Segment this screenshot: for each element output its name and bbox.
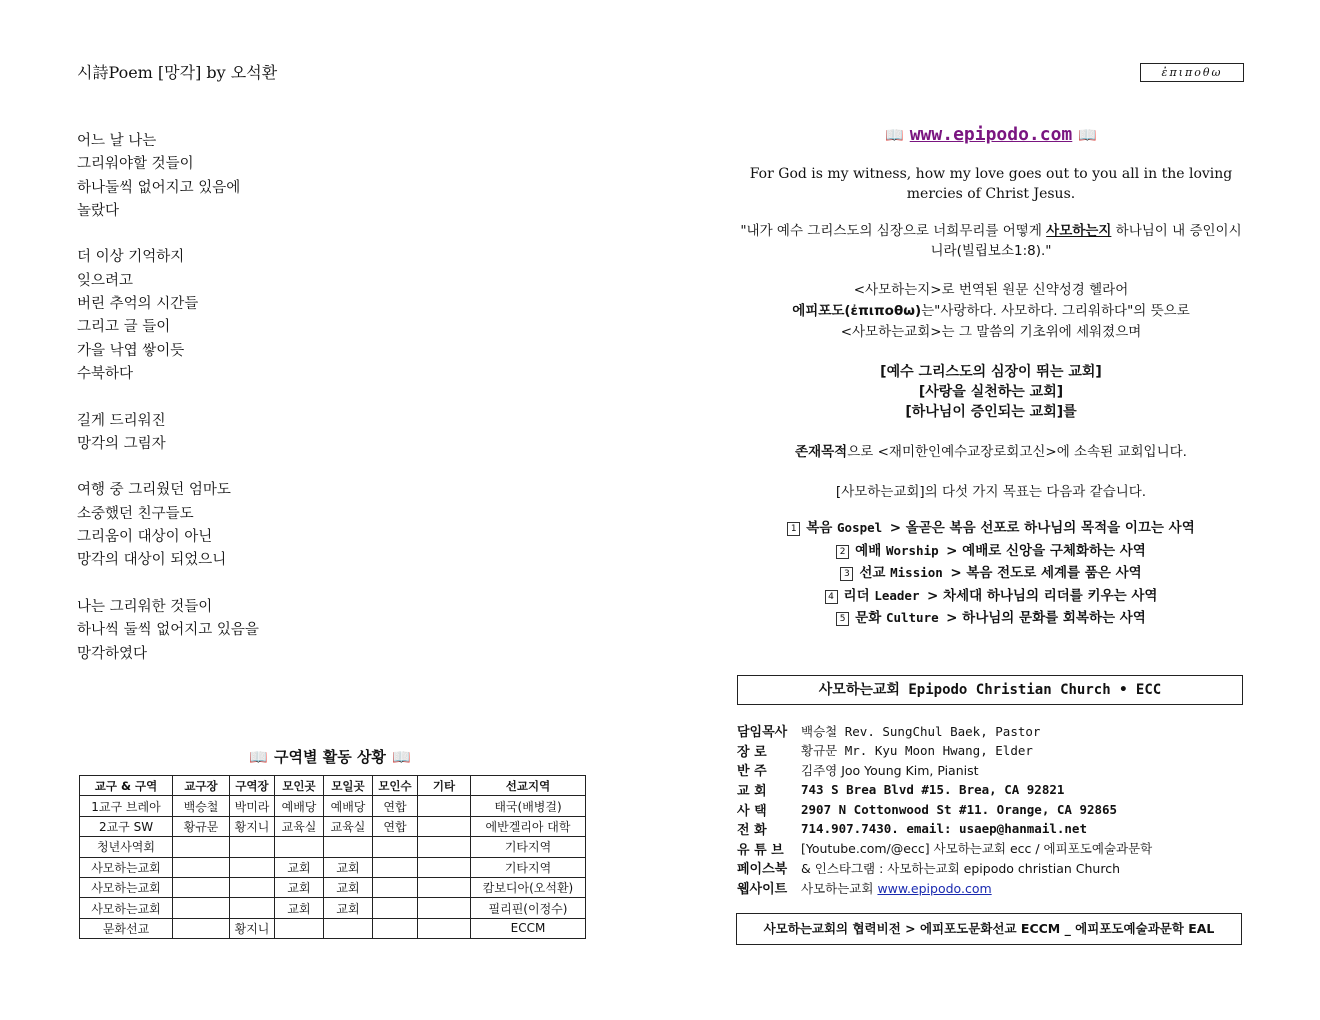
goals-heading: [사모하는교회]의 다섯 가지 목표는 다음과 같습니다. xyxy=(835,484,1147,500)
book-icon: 📖 xyxy=(885,126,904,144)
table-cell xyxy=(373,898,418,918)
table-cell xyxy=(418,796,471,816)
table-cell: 교육실 xyxy=(275,816,324,836)
table-row xyxy=(80,898,586,918)
goal-number: 3 xyxy=(840,567,853,581)
table-cell: 기타지역 xyxy=(471,857,586,877)
info-row xyxy=(737,878,1152,898)
website-link[interactable]: www.epipodo.com xyxy=(909,124,1073,145)
info-value: 743 S Brea Blvd #15. Brea, CA 92821 xyxy=(801,782,1065,798)
table-header: 모인수 xyxy=(373,776,418,796)
table-cell: 사모하는교회 xyxy=(80,898,173,918)
table-header: 교구 & 구역 xyxy=(80,776,173,796)
vision-banner: 사모하는교회의 협력비전 > 에피포도문화선교 ECCM _ 에피포도예술과문학 EAL xyxy=(736,913,1242,945)
info-value: 2907 N Cottonwood St #11. Orange, CA 92865 xyxy=(801,801,1118,817)
table-cell xyxy=(418,877,471,897)
table-cell xyxy=(418,857,471,877)
info-row xyxy=(737,858,1152,878)
table-cell: 기타지역 xyxy=(471,837,586,857)
table-cell: 필리핀(이정수) xyxy=(471,898,586,918)
church-mottos xyxy=(740,362,1242,422)
motto-line: [사랑을 실천하는 교회] xyxy=(918,384,1064,400)
info-label: 담임목사 xyxy=(737,725,788,741)
table-cell: 교회 xyxy=(275,857,324,877)
poem-line: 더 이상 기억하지 xyxy=(77,249,185,266)
table-cell: 캄보디아(오석환) xyxy=(471,877,586,897)
purpose-text: 존재목적으로 <재미한인예수교장로회고신>에 소속된 교회입니다. xyxy=(795,444,1187,460)
verse-korean: "내가 예수 그리스도의 심장으로 너희무리를 어떻게 사모하는지 하나님이 내 증인이시니라(빌립보소1:8)." xyxy=(740,223,1242,259)
goal-number: 5 xyxy=(836,612,849,626)
intro-text: <사모하는지>로 번역된 원문 신약성경 헬라어 에피포도(ἐπιποθω)는"사랑하다. 사모하다. 그리워하다"의 뜻으로 <사모하는교회>는 그 말씀의 기초위에 세워졌으며 xyxy=(792,282,1190,340)
table-cell xyxy=(275,837,324,857)
book-icon: 📖 xyxy=(249,748,269,766)
table-cell: 문화선교 xyxy=(80,918,173,938)
goal-item: 1 복음 Gospel > 올곧은 복음 선포로 하나님의 목적을 이끄는 사역 xyxy=(740,517,1242,540)
table-cell: 황지니 xyxy=(230,918,275,938)
motto-line: [예수 그리스도의 심장이 뛰는 교회] xyxy=(880,364,1102,380)
info-row xyxy=(737,721,1152,741)
table-cell: 예배당 xyxy=(324,796,373,816)
goal-item: 2 예배 Worship > 예배로 신앙을 구체화하는 사역 xyxy=(740,540,1242,563)
table-row xyxy=(80,837,586,857)
info-row xyxy=(737,741,1152,761)
info-label: 전 화 xyxy=(737,823,767,839)
poem-line: 소중했던 친구들도 xyxy=(77,505,194,522)
table-row xyxy=(80,816,586,836)
table-cell: 에반겔리아 대학 xyxy=(471,816,586,836)
table-cell: 황지니 xyxy=(230,816,275,836)
poem-line: 그리워야할 것들이 xyxy=(77,156,194,173)
info-label: 교 회 xyxy=(737,784,767,800)
table-cell: 연합 xyxy=(373,816,418,836)
table-header: 교구장 xyxy=(173,776,230,796)
poem-line: 버린 추억의 시간들 xyxy=(77,296,199,313)
table-cell xyxy=(230,898,275,918)
table-cell xyxy=(324,837,373,857)
info-value: [Youtube.com/@ecc] 사모하는교회 ecc / 에피포도예술과문학 xyxy=(801,841,1153,857)
motto-line: [하나님이 증인되는 교회]를 xyxy=(905,404,1077,420)
website-heading xyxy=(740,124,1242,145)
table-cell xyxy=(173,877,230,897)
table-header: 선교지역 xyxy=(471,776,586,796)
info-value: & 인스타그램 : 사모하는교회 epipodo christian Church xyxy=(801,860,1120,876)
table-cell xyxy=(230,857,275,877)
poem-line: 망각하였다 xyxy=(77,645,148,662)
table-cell: 예배당 xyxy=(275,796,324,816)
table-cell xyxy=(324,918,373,938)
table-cell: 박미라 xyxy=(230,796,275,816)
table-cell xyxy=(173,857,230,877)
table-cell: 교회 xyxy=(324,898,373,918)
table-cell: ECCM xyxy=(471,918,586,938)
table-cell: 교회 xyxy=(324,877,373,897)
table-row xyxy=(80,918,586,938)
table-row xyxy=(80,857,586,877)
church-name-banner: 사모하는교회 Epipodo Christian Church • ECC xyxy=(737,675,1243,705)
table-cell: 황규문 xyxy=(173,816,230,836)
poem-line: 어느 날 나는 xyxy=(77,133,157,149)
goal-number: 1 xyxy=(787,522,800,536)
table-cell xyxy=(418,837,471,857)
info-value: 백승철 Rev. SungChul Baek, Pastor xyxy=(801,723,1041,739)
poem-line: 하나씩 둘씩 없어지고 있음을 xyxy=(77,622,259,639)
info-value: 김주영 Joo Young Kim, Pianist xyxy=(801,762,979,778)
poem-line: 망각의 대상이 되었으니 xyxy=(77,552,227,569)
table-cell xyxy=(373,857,418,877)
goals-list xyxy=(740,517,1242,630)
table-cell xyxy=(230,837,275,857)
table-cell: 태국(배병걸) xyxy=(471,796,586,816)
info-row xyxy=(737,780,1152,800)
activity-title: 📖 구역별 활동 상황 📖 xyxy=(249,748,411,766)
info-row xyxy=(737,839,1152,859)
info-label: 반 주 xyxy=(737,764,767,780)
table-cell xyxy=(373,918,418,938)
goal-item: 5 문화 Culture > 하나님의 문화를 회복하는 사역 xyxy=(740,607,1242,630)
table-cell: 교회 xyxy=(275,898,324,918)
website-link[interactable]: www.epipodo.com xyxy=(877,880,992,896)
table-cell: 교육실 xyxy=(324,816,373,836)
table-cell: 교회 xyxy=(324,857,373,877)
table-row xyxy=(80,796,586,816)
info-value: 714.907.7430. email: usaep@hanmail.net xyxy=(801,821,1087,837)
poem-line: 하나둘씩 없어지고 있음에 xyxy=(77,179,241,196)
poem-line: 잊으려고 xyxy=(77,272,134,289)
goal-number: 2 xyxy=(836,545,849,559)
book-icon: 📖 xyxy=(1078,126,1097,144)
verse-english: For God is my witness, how my love goes out to you all in the loving mercies of Christ Jesus. xyxy=(749,166,1233,202)
poem-line: 나는 그리워한 것들이 xyxy=(77,598,213,615)
verse-highlight: 사모하는지 xyxy=(1046,223,1112,239)
info-row xyxy=(737,799,1152,819)
info-label: 페이스북 xyxy=(737,862,788,878)
goal-number: 4 xyxy=(825,590,838,604)
poem-line: 가을 낙엽 쌓이듯 xyxy=(77,342,185,359)
goal-item: 4 리더 Leader > 차세대 하나님의 리더를 키우는 사역 xyxy=(740,585,1242,608)
book-icon: 📖 xyxy=(391,748,411,766)
table-cell: 사모하는교회 xyxy=(80,877,173,897)
poem-line: 망각의 그림자 xyxy=(77,435,166,452)
table-cell xyxy=(173,918,230,938)
goal-item: 3 선교 Mission > 복음 전도로 세계를 품은 사역 xyxy=(740,562,1242,585)
table-header: 모일곳 xyxy=(324,776,373,796)
table-cell: 연합 xyxy=(373,796,418,816)
table-cell xyxy=(418,918,471,938)
info-row xyxy=(737,760,1152,780)
poem-line: 그리고 글 들이 xyxy=(77,319,171,336)
info-label: 웹사이트 xyxy=(737,882,788,898)
poem-line: 수북하다 xyxy=(77,365,134,382)
table-cell xyxy=(173,898,230,918)
table-cell xyxy=(418,898,471,918)
table-cell: 1교구 브레아 xyxy=(80,796,173,816)
table-cell: 사모하는교회 xyxy=(80,857,173,877)
table-cell: 2교구 SW xyxy=(80,816,173,836)
poem-line: 여행 중 그리웠던 엄마도 xyxy=(77,482,231,499)
activity-table xyxy=(79,775,586,939)
poem-line: 길게 드리워진 xyxy=(77,412,166,429)
table-cell xyxy=(230,877,275,897)
table-cell xyxy=(373,837,418,857)
table-cell xyxy=(373,877,418,897)
info-row xyxy=(737,819,1152,839)
poem-body xyxy=(77,130,259,666)
table-header: 모인곳 xyxy=(275,776,324,796)
table-cell xyxy=(418,816,471,836)
poem-line: 놀랐다 xyxy=(77,202,120,219)
info-label: 유 튜 브 xyxy=(737,842,784,858)
table-cell: 청년사역회 xyxy=(80,837,173,857)
table-cell xyxy=(275,918,324,938)
info-value: 사모하는교회 www.epipodo.com xyxy=(801,880,992,896)
info-label: 장 로 xyxy=(737,744,767,760)
epipodo-logo: ἐπιποθω xyxy=(1140,63,1244,82)
table-header: 기타 xyxy=(418,776,471,796)
poem-line: 그리움이 대상이 아닌 xyxy=(77,529,213,546)
poem-title: 시詩Poem [망각] by 오석환 xyxy=(77,63,278,82)
table-cell: 백승철 xyxy=(173,796,230,816)
table-cell: 교회 xyxy=(275,877,324,897)
info-label: 사 택 xyxy=(737,803,767,819)
church-info xyxy=(737,721,1152,897)
table-cell xyxy=(173,837,230,857)
table-row xyxy=(80,877,586,897)
table-header: 구역장 xyxy=(230,776,275,796)
info-value: 황규문 Mr. Kyu Moon Hwang, Elder xyxy=(801,743,1033,759)
